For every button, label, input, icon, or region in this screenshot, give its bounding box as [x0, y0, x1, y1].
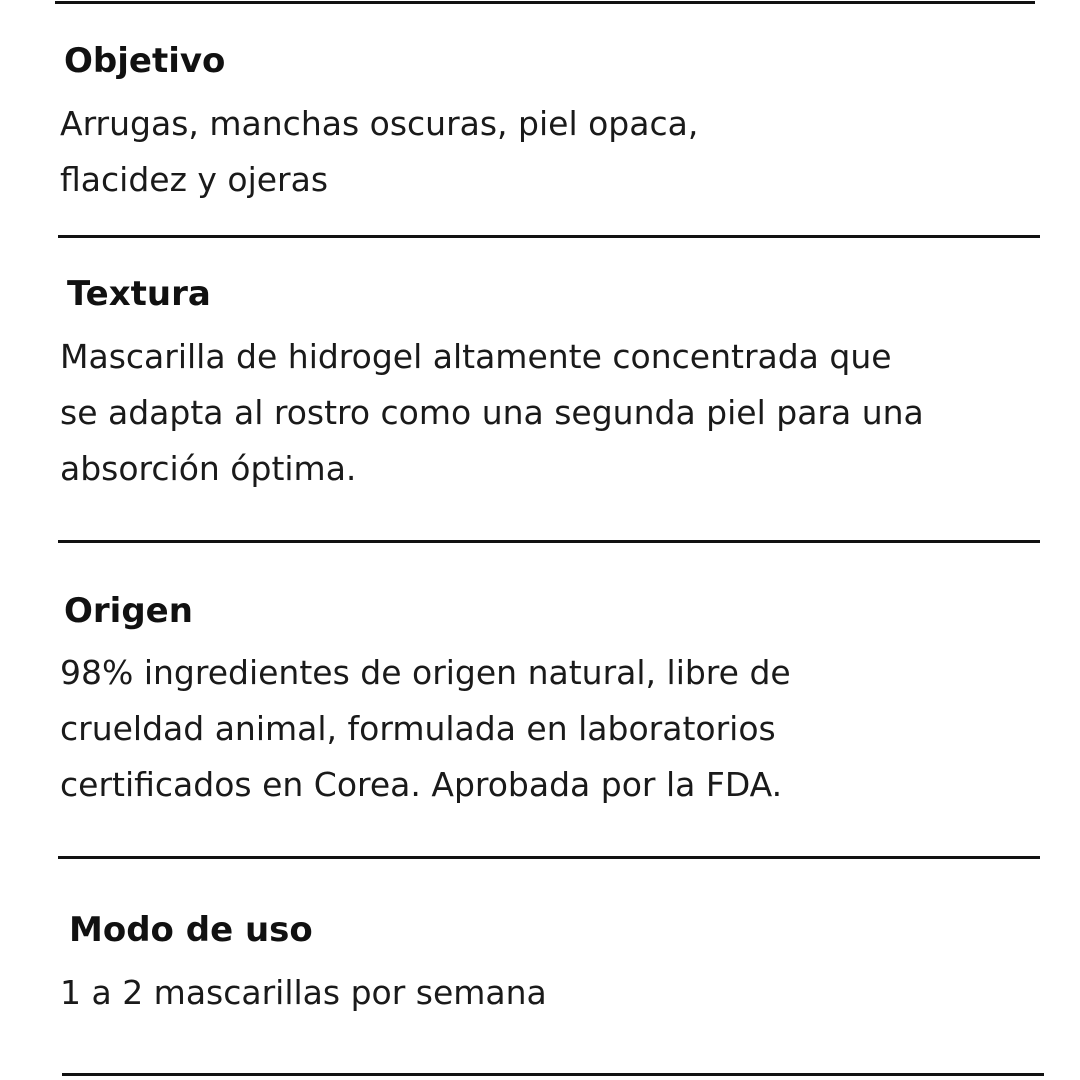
divider-2	[58, 540, 1040, 543]
text-line: absorción óptima.	[60, 449, 357, 488]
section-text-modo-de-uso	[60, 965, 547, 1021]
text-line: se adapta al rostro como una segunda piel para una	[60, 393, 924, 432]
divider-3	[58, 856, 1040, 859]
text-line: certificados en Corea. Aprobada por la FDA.	[60, 765, 783, 804]
section-heading-objetivo: Objetivo	[64, 41, 226, 81]
text-line: flacidez y ojeras	[60, 160, 329, 199]
text-line: 1 a 2 mascarillas por semana	[60, 973, 547, 1012]
section-heading-origen: Origen	[64, 591, 193, 631]
text-line: 98% ingredientes de origen natural, libre de	[60, 653, 791, 692]
text-line: Mascarilla de hidrogel altamente concentrada que	[60, 337, 892, 376]
section-text-origen	[60, 645, 791, 813]
section-text-textura	[60, 329, 924, 497]
section-text-objetivo	[60, 96, 698, 208]
divider-top	[55, 1, 1035, 4]
divider-bottom	[62, 1073, 1044, 1076]
divider-1	[58, 235, 1040, 238]
section-heading-modo-de-uso: Modo de uso	[69, 910, 313, 950]
text-line: Arrugas, manchas oscuras, piel opaca,	[60, 104, 699, 143]
section-heading-textura: Textura	[67, 274, 211, 314]
text-line: crueldad animal, formulada en laboratorios	[60, 709, 776, 748]
